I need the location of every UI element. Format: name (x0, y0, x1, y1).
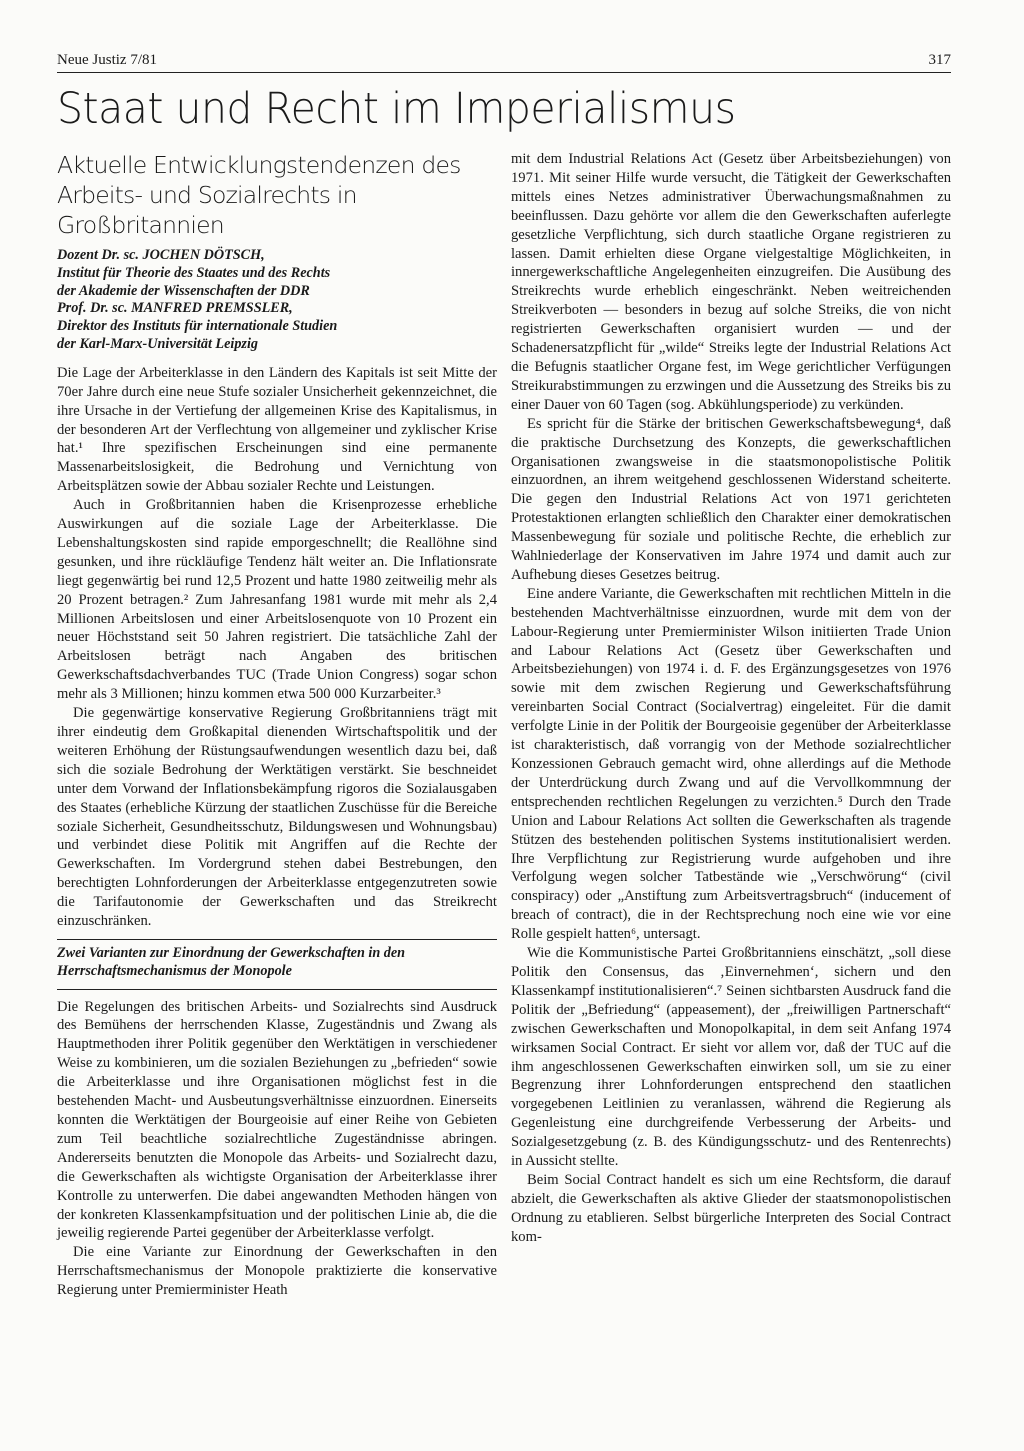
article-title-line-1: Aktuelle Entwicklungstendenzen des (57, 151, 461, 179)
author-line: Institut für Theorie des Staates und des Rechts (57, 264, 331, 281)
author-line: Direktor des Instituts für internationale Studien (57, 318, 338, 335)
author-line: Prof. Dr. sc. MANFRED PREMSSLER, (57, 300, 293, 317)
body-paragraph: mit dem Industrial Relations Act (Gesetz über Arbeitsbeziehungen) von 1971. Mit seiner Hilfe wurde versucht, die Tätigkeit der Gewerkschaften mittels eines Netzes administrativer Überwachungsmaßnahmen zu beeinflussen. Dazu gehörte vor allem die den Gewerkschaften auferlegte gesetzliche Verpflichtung, sich durch staatliche Organe registrieren zu lassen. Damit erhielten diese Organe vielgestaltige Möglichkeiten, in innergewerkschaftliche Angelegenheiten einzugreifen. Die Ausübung des Streikrechts wurde erheblich eingeschränkt. Neben weitreichenden Streikverboten — besonders in bezug auf solche Streiks, die von nicht registrierten Gewerkschaften organisiert wurden — und der Schadenersatzpflicht für „wilde“ Streiks legte der Industrial Relations Act die Befugnis staatlicher Organe fest, im Wege gerichtlicher Verfügungen Streikurabstimmungen zu erzwingen und die Aussetzung des Streiks bis zu einer Dauer von 60 Tagen (sog. Abkühlungsperiode) zu verkünden. (511, 151, 951, 413)
author-line: der Karl-Marx-Universität Leipzig (57, 335, 258, 352)
journal-issue: Neue Justiz 7/81 (57, 52, 157, 68)
article-title (57, 150, 497, 240)
body-paragraph: Die gegenwärtige konservative Regierung Großbritanniens trägt mit ihrer eindeutig dem Großkapital dienenden Wirtschaftspolitik und der weiteren Erhöhung der Rüstungsaufwendungen wesentlich dazu bei, daß sich die soziale Bedrohung der Werktätigen verstärkt. Sie beschneidet unter dem Vorwand der Inflationsbekämpfung rigoros die Sozialausgaben des Staates (erhebliche Kürzung der staatlichen Zuschüsse für die Bereiche soziale Sicherheit, Gesundheitsschutz, Bildungswesen und Wohnungsbau) und verbindet diese Politik mit Angriffen auf die Rechte der Gewerkschaften. Im Vordergrund stehen dabei Bestrebungen, den berechtigten Lohnforderungen der Arbeiterklasse entgegenzutreten sowie die Tarifautonomie der Gewerkschaften und das Streikrecht einzuschränken. (57, 705, 497, 930)
body-paragraph: Wie die Kommunistische Partei Großbritanniens einschätzt, „soll diese Politik den Consensus, das ‚Einvernehmen‘, sichern und den Klassenkampf institutionalisieren“.⁷ Seinen sichtbarsten Ausdruck fand die Politik der „Befriedung“ (appeasement), der „freiwilligen Partnerschaft“ zwischen Gewerkschaften und Monopolkapital, in dem seit Anfang 1974 wirksamen Social Contract. Er sieht vor allem vor, daß der TUC auf die ihm angeschlossenen Gewerkschaften einwirken soll, um sie zu einer Begrenzung ihrer Lohnforderungen entsprechend den staatlichen vorgegebenen Leitlinien zu veranlassen, während die Regierung als Gegenleistung eine durchgreifende Verbesserung der Arbeits- und Sozialgesetzgebung (z. B. des Kündigungsschutz- und des Rentenrechts) in Aussicht stellte. (511, 945, 951, 1170)
right-column (511, 150, 951, 1247)
author-block (57, 247, 497, 354)
body-paragraph: Eine andere Variante, die Gewerkschaften mit rechtlichen Mitteln in die bestehenden Machtverhältnisse einzuordnen, wurde mit dem von der Labour-Regierung unter Premierminister Wilson initiierten Trade Union and Labour Relations Act (Gesetz über Gewerkschaften und Arbeitsbeziehungen) von 1974 i. d. F. des Ergänzungsgesetzes von 1976 sowie mit dem zwischen Regierung und Gewerkschaftsführung vereinbarten Social Contract (Socialvertrag) eingeleitet. Für die damit verfolgte Linie in der Politik der Bourgeoisie gegenüber der Arbeiterklasse ist charakteristisch, daß vorrangig von der Methode sozialrechtlicher Konzessionen Gebrauch gemacht wird, ohne allerdings auf die Methode der Unterdrückung durch Zwang und auf die Vervollkommnung der entsprechenden rechtlichen Regelungen zu verzichten.⁵ Durch den Trade Union and Labour Relations Act sollten die Gewerkschaften als tragende Stützen des bestehenden politischen Systems institutionalisiert werden. Ihre Verpflichtung zur Registrierung wurde aufgehoben und ihre Verfolgung wegen solcher Tatbestände wie „Verschwörung“ (civil conspiracy) oder „Anstiftung zum Arbeitsvertragsbruch“ (inducement of breach of contract), die in der Rechtsprechung noch eine wie vor eine Rolle gespielt hatten⁶, untersagt. (511, 585, 951, 943)
left-column (57, 150, 497, 1300)
subheading: Zwei Varianten zur Einordnung der Gewerkschaften in den Herrschaftsmechanismus der Monopole (57, 944, 406, 979)
section-title: Staat und Recht im Imperialismus (57, 83, 736, 134)
running-header (57, 50, 951, 72)
body-paragraph: Die Lage der Arbeiterklasse in den Ländern des Kapitals ist seit Mitte der 70er Jahre durch eine neue Stufe sozialer Unsicherheit gekennzeichnet, die ihre Ursache in der Vertiefung der allgemeinen Krise des Kapitalismus, in der besonderen Art der Verflechtung von allgemeiner und zyklischer Krise hat.¹ Ihre spezifischen Erscheinungen sind eine permanente Massenarbeitslosigkeit, die Bedrohung und Vernichtung von Arbeitsplätzen sowie der Abbau sozialer Rechte und Leistungen. (57, 364, 497, 495)
body-paragraph: Die eine Variante zur Einordnung der Gewerkschaften in den Herrschaftsmechanismus der Monopole praktizierte die konservative Regierung unter Premierminister Heath (57, 1244, 497, 1299)
body-paragraph: Auch in Großbritannien haben die Krisenprozesse erhebliche Auswirkungen auf die soziale Lage der Arbeiterklasse. Die Lebenshaltungskosten sind rapide emporgeschnellt; die Reallöhne sind gesunken, und ihre rückläufige Tendenz hält weiter an. Die Inflationsrate liegt gegenwärtig bei rund 12,5 Prozent und hatte 1980 zeitweilig mehr als 20 Prozent betragen.² Zum Jahresanfang 1981 wurde mit mehr als 2,4 Millionen Arbeitslosen und einer Arbeitslosenquote von 10 Prozent ein neuer Höchststand seit 50 Jahren registriert. Die tatsächliche Zahl der Arbeitslosen beträgt nach Angaben des britischen Gewerkschaftsdachverbandes TUC (Trade Union Congress) sogar schon mehr als 3 Millionen; hinzu kommen etwa 500 000 Kurzarbeiter.³ (57, 497, 497, 703)
body-paragraph: Die Regelungen des britischen Arbeits- und Sozialrechts sind Ausdruck des Bemühens der herrschenden Klasse, Zugeständnis und Zwang als Hauptmethoden ihrer Politik gegenüber den Werktätigen in verschiedener Weise zu kombinieren, um die sozialen Beziehungen zu „befrieden“ sowie die Arbeiterklasse und ihre Organisationen möglichst fest in die bestehenden Macht- und Ausbeutungsverhältnisse einzuordnen. Einerseits konnten die Werktätigen der Bourgeoisie auf einer Reihe von Gebieten zum Teil beachtliche sozialrechtliche Zugeständnisse abringen. Andererseits benutzten die Monopole das Arbeits- und Sozialrecht dazu, die Gewerkschaften als wichtigste Organisation der Arbeiterklasse ihrer Kontrolle zu unterwerfen. Die dabei angewandten Methoden hängen von der konkreten Klassenkampfsituation und der politischen Linie ab, die die jeweilig regierende Partei gegenüber der Arbeiterklasse verfolgt. (57, 998, 497, 1242)
header-rule (57, 72, 951, 73)
author-line: Dozent Dr. sc. JOCHEN DÖTSCH, (57, 247, 265, 263)
page-number: 317 (928, 52, 951, 68)
author-line: der Akademie der Wissenschaften der DDR (57, 282, 310, 299)
body-paragraph: Beim Social Contract handelt es sich um eine Rechtsform, die darauf abzielt, die Gewerkschaften als aktive Glieder der staatsmonopolistischen Ordnung zu etablieren. Selbst bürgerliche Interpreten des Social Contract kom- (511, 1171, 951, 1245)
body-paragraph: Es spricht für die Stärke der britischen Gewerkschaftsbewegung⁴, daß die praktische Durchsetzung des Konzepts, die gewerkschaftlichen Organisationen zwangsweise in die staatsmonopolistische Politik einzuordnen, an ihrem weitgehend geschlossenen Widerstand scheiterte. Die gegen den Industrial Relations Act von 1971 gerichteten Protestaktionen erlangten schließlich den Charakter einer demokratischen Massenbewegung für soziale und politische Rechte, die erheblich zur Wahlniederlage der Konservativen im Jahre 1974 und damit auch zur Aufhebung dieses Gesetzes beitrug. (511, 415, 951, 583)
subheading-box (57, 939, 497, 990)
article-title-line-2: Arbeits- und Sozialrechts in Großbritannien (57, 181, 357, 239)
